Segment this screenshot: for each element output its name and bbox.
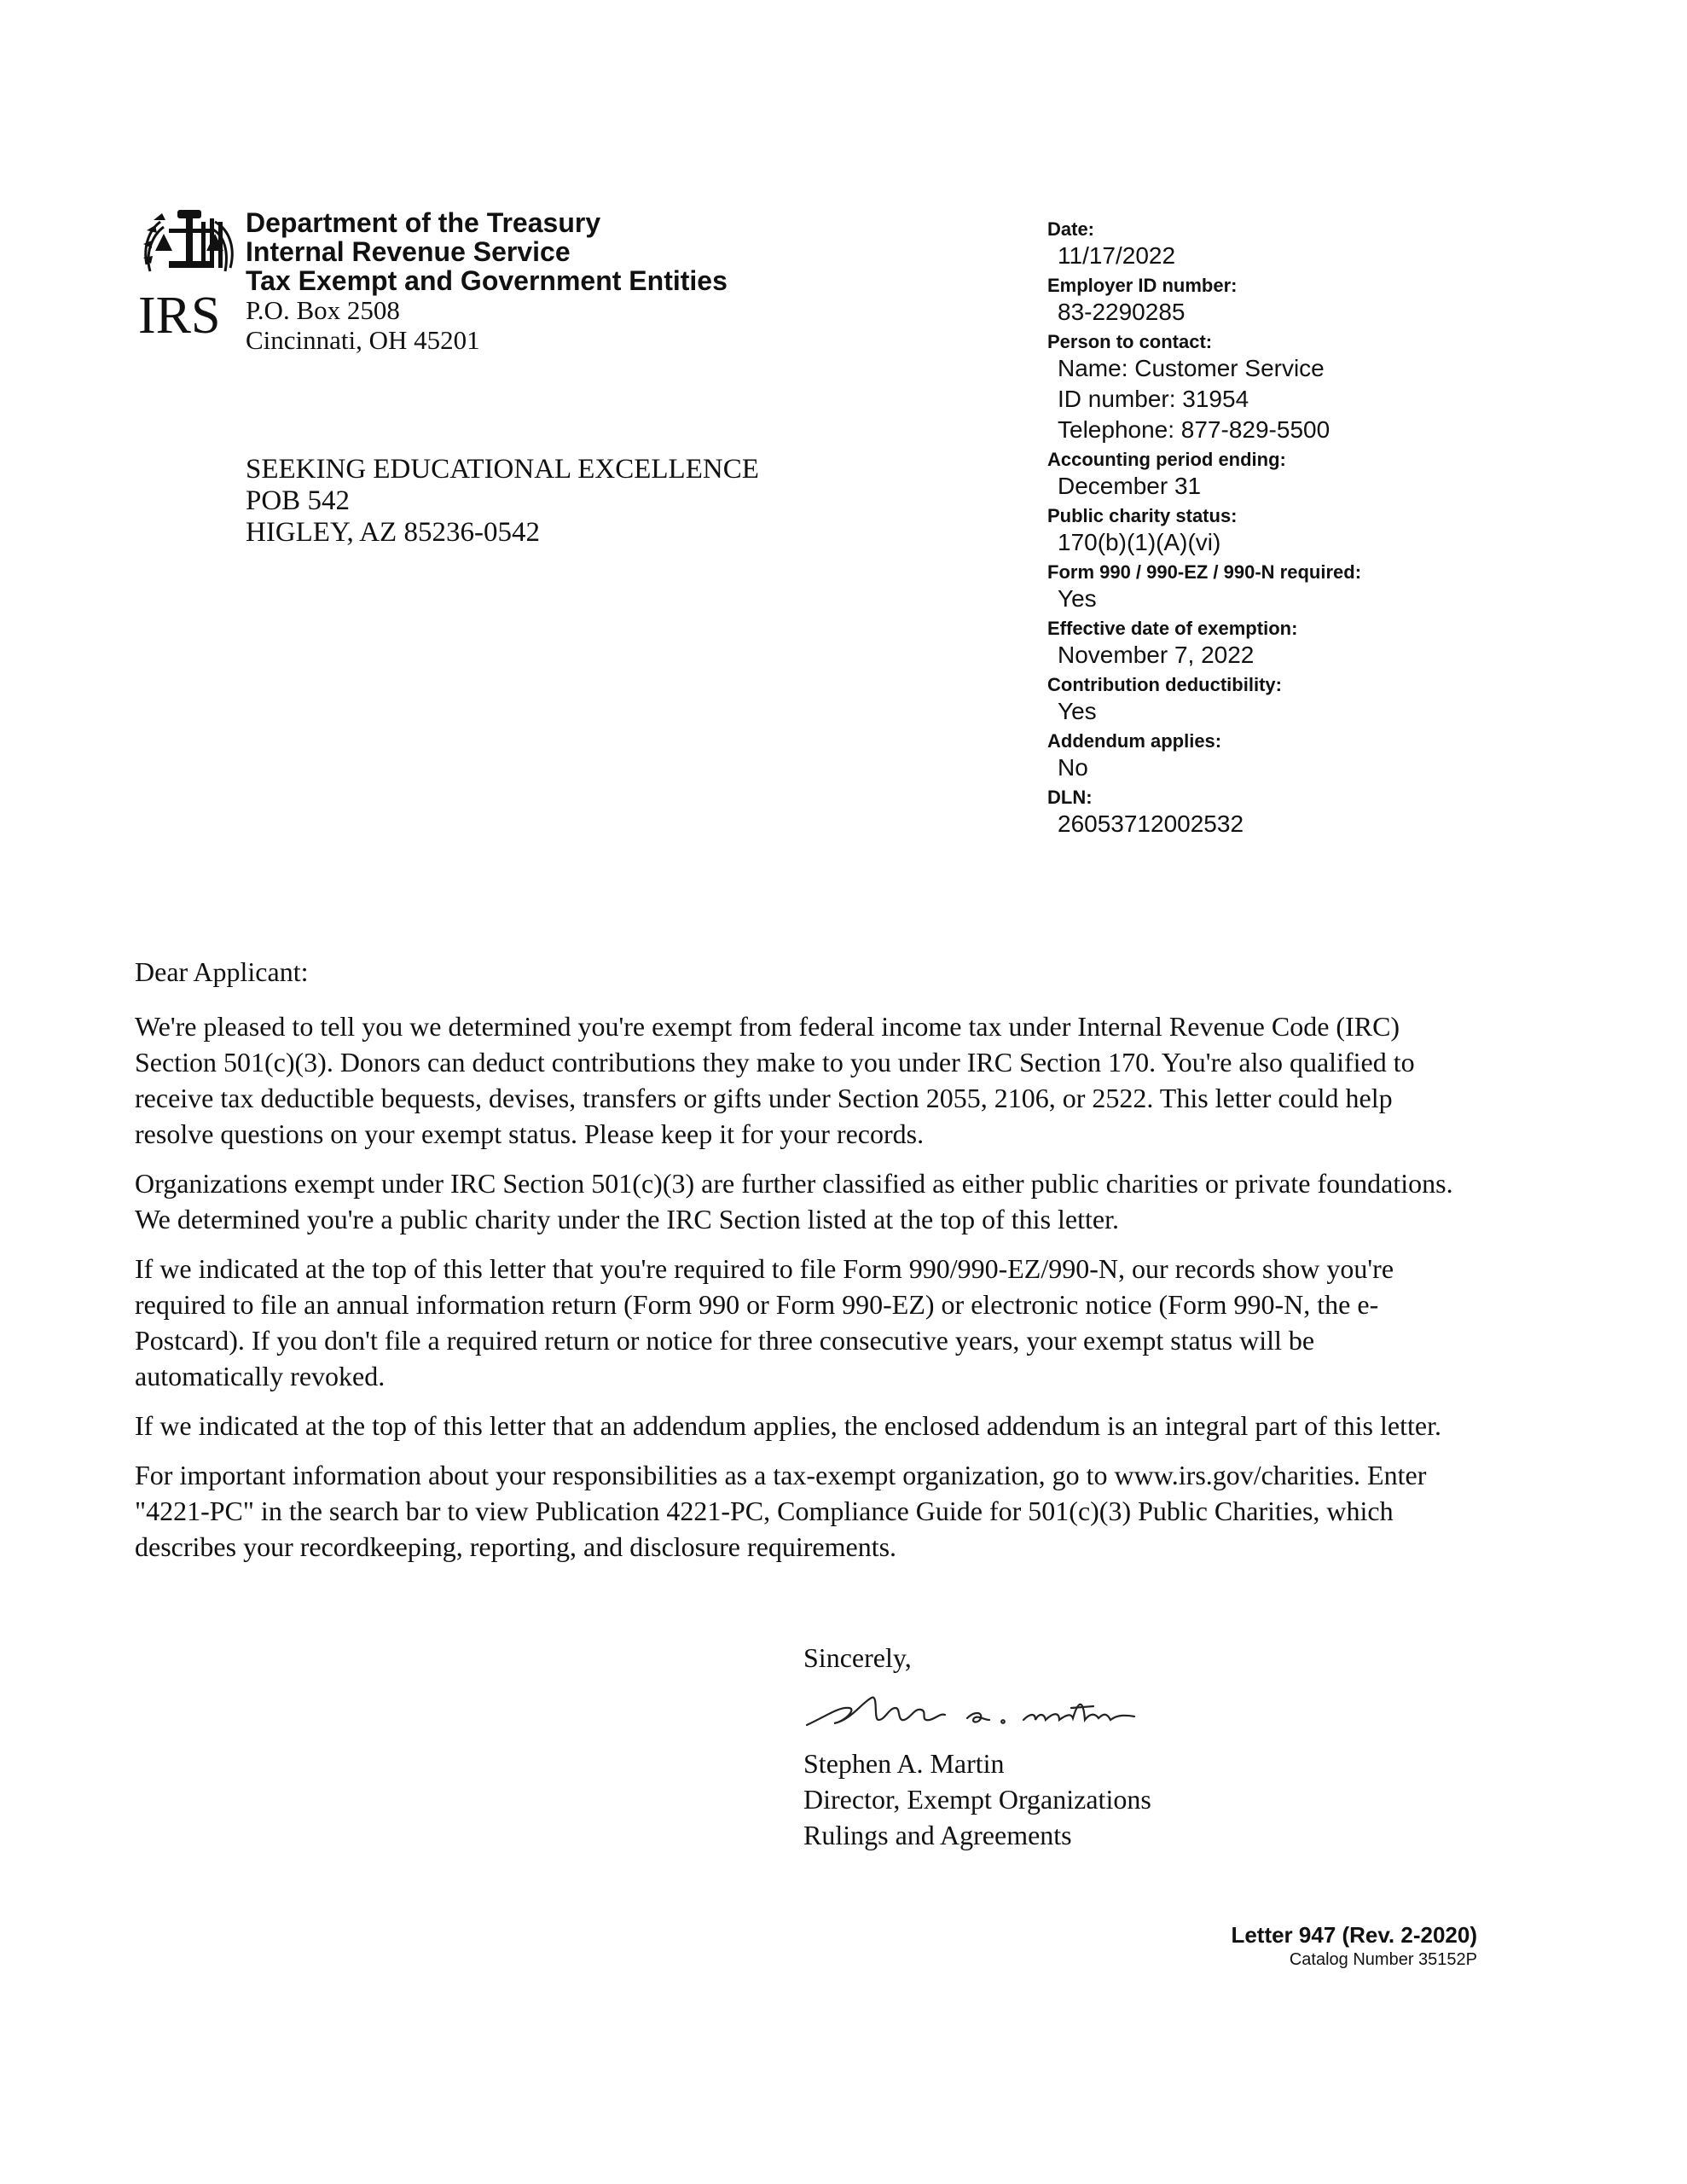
dept-name: Department of the Treasury: [246, 207, 601, 238]
division-name: Tax Exempt and Government Entities: [246, 265, 728, 296]
form-value: Yes: [1058, 585, 1097, 612]
sincerely: Sincerely,: [803, 1642, 912, 1673]
signature-block: [803, 1745, 1151, 1853]
contact-label: Person to contact:: [1047, 331, 1213, 352]
contact-phone: Telephone: 877-829-5500: [1058, 416, 1330, 443]
effective-value: November 7, 2022: [1058, 642, 1255, 668]
signer-name: Stephen A. Martin: [803, 1748, 1005, 1779]
letter-form-id: Letter 947 (Rev. 2-2020): [1231, 1922, 1477, 1948]
paragraph-classification: Organizations exempt under IRC Section 501(c)(3) are further classified as either public charities or private foundations. We determined you're a public charity under the IRC Section listed at the top of this letter.: [135, 1168, 1453, 1234]
signer-title: Director, Exempt Organizations: [803, 1784, 1151, 1815]
recipient-address-line2: HIGLEY, AZ 85236-0542: [246, 517, 540, 548]
deduct-label: Contribution deductibility:: [1047, 674, 1282, 695]
date-label: Date:: [1047, 218, 1095, 240]
date-value: 11/17/2022: [1058, 242, 1176, 269]
paragraph-exemption: We're pleased to tell you we determined you're exempt from federal income tax under Internal Revenue Code (IRC) Section 501(c)(3). Donors can deduct contributions they make to you under IRC Section 170. You're also qualified to receive tax deductible bequests, devises, transfers or gifts under Section 2055, 2106, or 2522. This letter could help resolve questions on your exempt status. Please keep it for your records.: [135, 1011, 1415, 1149]
po-box: P.O. Box 2508: [246, 295, 400, 325]
addendum-label: Addendum applies:: [1047, 730, 1222, 752]
catalog-number: Catalog Number 35152P: [1289, 1950, 1477, 1969]
agency-name: Internal Revenue Service: [246, 236, 571, 267]
ein-value: 83-2290285: [1058, 299, 1186, 325]
signer-department: Rulings and Agreements: [803, 1820, 1072, 1850]
agency-city: Cincinnati, OH 45201: [246, 325, 480, 355]
agency-header: [246, 208, 728, 355]
recipient-address: [246, 454, 759, 549]
paragraph-filing: If we indicated at the top of this letter that you're required to file Form 990/990-EZ/990-N, our records show you're required to file an annual information return (Form 990 or Form 990-EZ) or electronic notice (Form 990-N, the e-Postcard). If you don't file a required return or notice for three consecutive years, your exempt status will be automatically revoked.: [135, 1253, 1394, 1391]
recipient-name: SEEKING EDUCATIONAL EXCELLENCE: [246, 454, 759, 485]
deduct-value: Yes: [1058, 698, 1097, 724]
paragraph-addendum: If we indicated at the top of this letter that an addendum applies, the enclosed addendum is an integral part of this letter.: [135, 1410, 1441, 1441]
dln-label: DLN:: [1047, 787, 1093, 808]
irs-eagle-logo: [138, 205, 241, 341]
paragraph-resources: For important information about your responsibilities as a tax-exempt organization, go to www.irs.gov/charities. Enter "4221-PC" in the search bar to view Publication 4221-PC, Compliance Guide for 501(c)(3) Public Charities, which describes your recordkeeping, reporting, and disclosure requirements.: [135, 1460, 1427, 1562]
contact-name: Name: Customer Service: [1058, 355, 1325, 381]
salutation: Dear Applicant:: [135, 956, 309, 987]
charity-value: 170(b)(1)(A)(vi): [1058, 529, 1221, 555]
period-value: December 31: [1058, 473, 1202, 499]
form-label: Form 990 / 990-EZ / 990-N required:: [1047, 561, 1362, 583]
letter-info-panel: [1047, 218, 1491, 839]
charity-label: Public charity status:: [1047, 505, 1238, 526]
form-footer: [1109, 1921, 1477, 1971]
svg-text:IRS: IRS: [138, 287, 221, 341]
letter-body: [135, 954, 1465, 1578]
contact-id: ID number: 31954: [1058, 386, 1249, 412]
signature: [800, 1682, 1192, 1742]
period-label: Accounting period ending:: [1047, 449, 1286, 470]
ein-label: Employer ID number:: [1047, 275, 1238, 296]
recipient-address-line1: POB 542: [246, 485, 350, 516]
addendum-value: No: [1058, 754, 1088, 781]
dln-value: 26053712002532: [1058, 810, 1244, 837]
effective-label: Effective date of exemption:: [1047, 618, 1298, 639]
closing: [803, 1640, 912, 1676]
